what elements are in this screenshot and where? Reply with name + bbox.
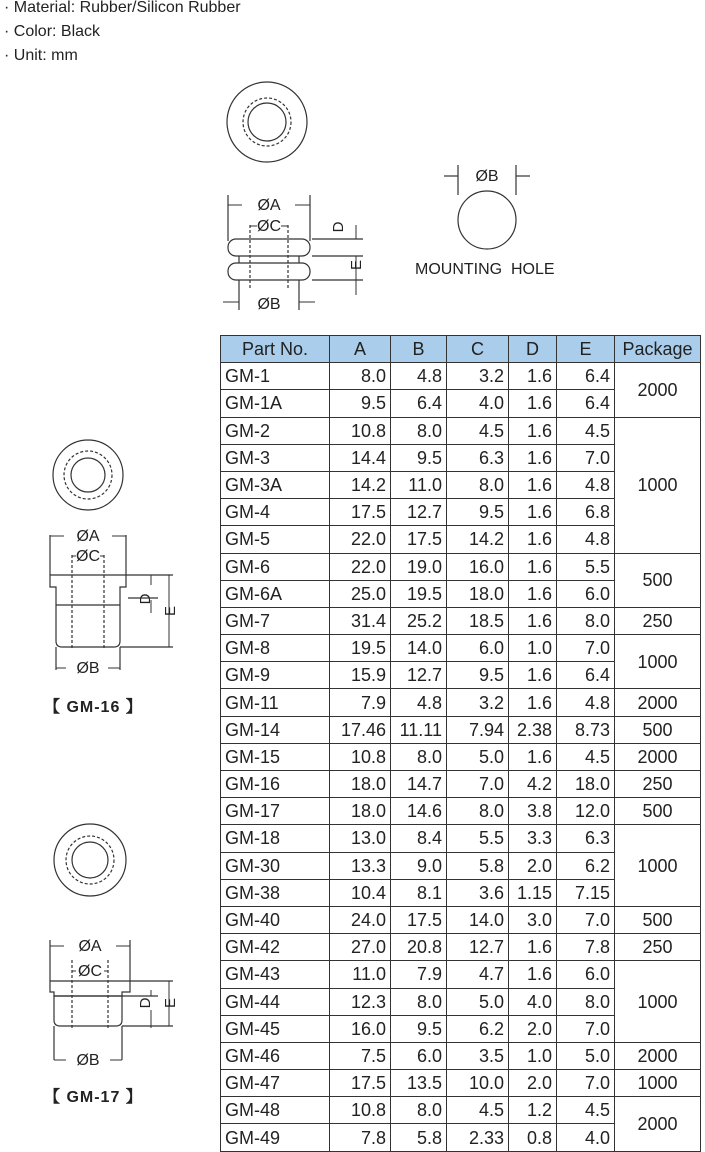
package-cell: 2000 bbox=[615, 1042, 701, 1069]
table-row bbox=[221, 1042, 701, 1069]
gm16-caption: 【 GM-16 】 bbox=[44, 699, 143, 716]
table-row bbox=[221, 1097, 701, 1124]
dimension-cell: 1.6 bbox=[509, 471, 557, 498]
dimension-cell: 7.0 bbox=[557, 1015, 615, 1042]
dimension-cell: 10.0 bbox=[447, 1070, 509, 1097]
part-number-cell: GM-47 bbox=[221, 1070, 330, 1097]
package-cell: 2000 bbox=[615, 363, 701, 417]
part-number-cell: GM-11 bbox=[221, 689, 330, 716]
header-e: E bbox=[557, 336, 615, 363]
header-d: D bbox=[509, 336, 557, 363]
dimension-cell: 18.0 bbox=[557, 771, 615, 798]
package-cell: 500 bbox=[615, 798, 701, 825]
package-cell: 500 bbox=[615, 553, 701, 607]
dimension-cell: 6.4 bbox=[557, 363, 615, 390]
part-number-cell: GM-14 bbox=[221, 716, 330, 743]
dimension-cell: 7.9 bbox=[391, 961, 447, 988]
dimension-cell: 11.0 bbox=[330, 961, 391, 988]
table-row bbox=[221, 689, 701, 716]
dimension-cell: 17.5 bbox=[391, 906, 447, 933]
package-cell: 250 bbox=[615, 607, 701, 634]
dimension-cell: 8.73 bbox=[557, 716, 615, 743]
package-cell: 500 bbox=[615, 906, 701, 933]
part-number-cell: GM-15 bbox=[221, 743, 330, 770]
dimension-cell: 14.2 bbox=[330, 471, 391, 498]
dimension-cell: 8.0 bbox=[391, 743, 447, 770]
dimension-cell: 7.0 bbox=[557, 906, 615, 933]
dimension-cell: 3.5 bbox=[447, 1042, 509, 1069]
dimension-cell: 3.0 bbox=[509, 906, 557, 933]
dimension-cell: 11.11 bbox=[391, 716, 447, 743]
package-cell: 250 bbox=[615, 934, 701, 961]
dimension-cell: 6.3 bbox=[447, 444, 509, 471]
part-number-cell: GM-3A bbox=[221, 471, 330, 498]
dimension-cell: 17.46 bbox=[330, 716, 391, 743]
dimension-cell: 1.6 bbox=[509, 363, 557, 390]
table-row bbox=[221, 798, 701, 825]
table-row bbox=[221, 607, 701, 634]
dimension-cell: 1.6 bbox=[509, 553, 557, 580]
dimension-cell: 4.5 bbox=[447, 417, 509, 444]
dimension-cell: 4.8 bbox=[391, 689, 447, 716]
dimension-cell: 1.6 bbox=[509, 934, 557, 961]
dimension-cell: 3.2 bbox=[447, 363, 509, 390]
dimension-cell: 10.8 bbox=[330, 417, 391, 444]
dimension-cell: 4.0 bbox=[447, 390, 509, 417]
dimension-cell: 4.0 bbox=[509, 988, 557, 1015]
main-dim-d-label: D bbox=[330, 221, 347, 233]
table-row bbox=[221, 1070, 701, 1097]
main-dim-b-label: ØB bbox=[257, 296, 281, 313]
main-dim-e-label: E bbox=[348, 259, 365, 271]
dimension-cell: 3.3 bbox=[509, 825, 557, 852]
dimension-cell: 18.5 bbox=[447, 607, 509, 634]
package-cell: 2000 bbox=[615, 1097, 701, 1151]
table-row bbox=[221, 417, 701, 444]
dimension-cell: 9.5 bbox=[447, 499, 509, 526]
dimension-cell: 6.4 bbox=[557, 390, 615, 417]
spec-list bbox=[4, 0, 241, 68]
dimension-cell: 7.9 bbox=[330, 689, 391, 716]
dimension-cell: 8.0 bbox=[391, 988, 447, 1015]
part-number-cell: GM-16 bbox=[221, 771, 330, 798]
dimension-cell: 2.0 bbox=[509, 1015, 557, 1042]
dimension-cell: 1.0 bbox=[509, 1042, 557, 1069]
header-part-no: Part No. bbox=[221, 336, 330, 363]
dimension-cell: 7.94 bbox=[447, 716, 509, 743]
dimension-cell: 8.0 bbox=[557, 988, 615, 1015]
dimension-cell: 4.2 bbox=[509, 771, 557, 798]
package-cell: 500 bbox=[615, 716, 701, 743]
package-cell: 2000 bbox=[615, 743, 701, 770]
dimension-cell: 9.5 bbox=[330, 390, 391, 417]
parts-table bbox=[220, 335, 701, 1152]
dimension-cell: 4.5 bbox=[447, 1097, 509, 1124]
dimension-cell: 8.0 bbox=[447, 798, 509, 825]
dimension-cell: 13.0 bbox=[330, 825, 391, 852]
dimension-cell: 14.0 bbox=[391, 635, 447, 662]
header-package: Package bbox=[615, 336, 701, 363]
package-cell: 1000 bbox=[615, 825, 701, 907]
gm16-dim-a-label: ØA bbox=[76, 528, 100, 545]
dimension-cell: 4.8 bbox=[557, 471, 615, 498]
part-number-cell: GM-4 bbox=[221, 499, 330, 526]
part-number-cell: GM-1 bbox=[221, 363, 330, 390]
dimension-cell: 12.7 bbox=[391, 499, 447, 526]
dimension-cell: 8.0 bbox=[557, 607, 615, 634]
part-number-cell: GM-7 bbox=[221, 607, 330, 634]
dimension-cell: 1.6 bbox=[509, 607, 557, 634]
dimension-cell: 5.0 bbox=[447, 988, 509, 1015]
dimension-cell: 5.0 bbox=[557, 1042, 615, 1069]
part-number-cell: GM-3 bbox=[221, 444, 330, 471]
dimension-cell: 1.0 bbox=[509, 635, 557, 662]
dimension-cell: 7.0 bbox=[447, 771, 509, 798]
main-dim-a-label: ØA bbox=[257, 197, 281, 214]
dimension-cell: 18.0 bbox=[447, 580, 509, 607]
mounting-hole-circle bbox=[458, 191, 516, 249]
dimension-cell: 4.5 bbox=[557, 417, 615, 444]
dimension-cell: 19.5 bbox=[330, 635, 391, 662]
dimension-cell: 7.8 bbox=[557, 934, 615, 961]
dimension-cell: 7.0 bbox=[557, 635, 615, 662]
dimension-cell: 8.4 bbox=[391, 825, 447, 852]
dimension-cell: 22.0 bbox=[330, 553, 391, 580]
dimension-cell: 2.33 bbox=[447, 1124, 509, 1151]
header-c: C bbox=[447, 336, 509, 363]
header-a: A bbox=[330, 336, 391, 363]
part-number-cell: GM-1A bbox=[221, 390, 330, 417]
spec-unit: · Unit: mm bbox=[4, 44, 241, 68]
part-number-cell: GM-18 bbox=[221, 825, 330, 852]
gm16-dim-e-label: E bbox=[162, 605, 179, 617]
dimension-cell: 10.4 bbox=[330, 879, 391, 906]
table-row bbox=[221, 825, 701, 852]
table-row bbox=[221, 906, 701, 933]
spec-color: · Color: Black bbox=[4, 20, 241, 44]
dimension-cell: 7.5 bbox=[330, 1042, 391, 1069]
part-number-cell: GM-5 bbox=[221, 526, 330, 553]
table-row bbox=[221, 743, 701, 770]
dimension-cell: 17.5 bbox=[391, 526, 447, 553]
dimension-cell: 20.8 bbox=[391, 934, 447, 961]
gm17-dim-c-label: ØC bbox=[78, 963, 102, 980]
main-grommet-drawing bbox=[215, 65, 365, 320]
dimension-cell: 5.8 bbox=[391, 1124, 447, 1151]
main-dimension-lines bbox=[223, 205, 356, 302]
dimension-cell: 4.8 bbox=[557, 526, 615, 553]
dimension-cell: 6.8 bbox=[557, 499, 615, 526]
dimension-cell: 1.15 bbox=[509, 879, 557, 906]
dimension-cell: 7.0 bbox=[557, 1070, 615, 1097]
gm17-drawing bbox=[38, 820, 183, 1075]
dimension-cell: 2.0 bbox=[509, 1070, 557, 1097]
package-cell: 1000 bbox=[615, 1070, 701, 1097]
dimension-cell: 1.6 bbox=[509, 499, 557, 526]
table-row bbox=[221, 363, 701, 390]
gm17-caption: 【 GM-17 】 bbox=[44, 1089, 143, 1106]
dimension-cell: 19.5 bbox=[391, 580, 447, 607]
dimension-cell: 4.7 bbox=[447, 961, 509, 988]
dimension-cell: 4.8 bbox=[557, 689, 615, 716]
grommet-side-view bbox=[228, 195, 363, 310]
dimension-cell: 5.5 bbox=[447, 825, 509, 852]
gm16-side-view bbox=[50, 535, 173, 670]
dimension-cell: 7.8 bbox=[330, 1124, 391, 1151]
dimension-cell: 12.3 bbox=[330, 988, 391, 1015]
part-number-cell: GM-49 bbox=[221, 1124, 330, 1151]
dimension-cell: 6.0 bbox=[557, 961, 615, 988]
dimension-cell: 4.5 bbox=[557, 743, 615, 770]
part-number-cell: GM-8 bbox=[221, 635, 330, 662]
gm16-dim-c-label: ØC bbox=[76, 548, 100, 565]
dimension-cell: 9.5 bbox=[447, 662, 509, 689]
part-number-cell: GM-44 bbox=[221, 988, 330, 1015]
dimension-cell: 6.2 bbox=[557, 852, 615, 879]
package-cell: 1000 bbox=[615, 961, 701, 1043]
dimension-cell: 24.0 bbox=[330, 906, 391, 933]
dimension-cell: 1.6 bbox=[509, 417, 557, 444]
dimension-cell: 14.7 bbox=[391, 771, 447, 798]
table-row bbox=[221, 635, 701, 662]
part-number-cell: GM-30 bbox=[221, 852, 330, 879]
dimension-cell: 6.0 bbox=[391, 1042, 447, 1069]
mounting-hole-dim-label: ØB bbox=[475, 168, 499, 185]
package-cell: 1000 bbox=[615, 635, 701, 689]
dimension-cell: 14.0 bbox=[447, 906, 509, 933]
main-dim-c-label: ØC bbox=[257, 218, 281, 235]
dimension-cell: 14.4 bbox=[330, 444, 391, 471]
table-row bbox=[221, 716, 701, 743]
gm17-dim-d-label: D bbox=[137, 997, 154, 1009]
part-number-cell: GM-9 bbox=[221, 662, 330, 689]
part-number-cell: GM-40 bbox=[221, 906, 330, 933]
dimension-cell: 15.9 bbox=[330, 662, 391, 689]
dimension-cell: 8.0 bbox=[447, 471, 509, 498]
part-number-cell: GM-42 bbox=[221, 934, 330, 961]
dimension-cell: 11.0 bbox=[391, 471, 447, 498]
table-row bbox=[221, 934, 701, 961]
package-cell: 1000 bbox=[615, 417, 701, 553]
mounting-hole-drawing bbox=[410, 160, 580, 285]
dimension-cell: 6.4 bbox=[391, 390, 447, 417]
dimension-cell: 10.8 bbox=[330, 1097, 391, 1124]
dimension-cell: 12.7 bbox=[447, 934, 509, 961]
dimension-cell: 6.0 bbox=[557, 580, 615, 607]
dimension-cell: 8.1 bbox=[391, 879, 447, 906]
dimension-cell: 1.6 bbox=[509, 444, 557, 471]
dimension-cell: 16.0 bbox=[330, 1015, 391, 1042]
gm16-dim-d-label: D bbox=[137, 593, 154, 605]
part-number-cell: GM-45 bbox=[221, 1015, 330, 1042]
dimension-cell: 22.0 bbox=[330, 526, 391, 553]
header-b: B bbox=[391, 336, 447, 363]
part-number-cell: GM-6 bbox=[221, 553, 330, 580]
dimension-cell: 9.0 bbox=[391, 852, 447, 879]
dimension-cell: 8.0 bbox=[330, 363, 391, 390]
gm16-top-view bbox=[53, 440, 123, 510]
table-row bbox=[221, 553, 701, 580]
part-number-cell: GM-48 bbox=[221, 1097, 330, 1124]
grommet-top-view bbox=[227, 82, 307, 162]
gm17-dim-e-label: E bbox=[162, 997, 179, 1009]
table-header-row bbox=[221, 336, 701, 363]
dimension-cell: 5.8 bbox=[447, 852, 509, 879]
dimension-cell: 25.2 bbox=[391, 607, 447, 634]
gm17-top-view bbox=[54, 824, 126, 896]
package-cell: 2000 bbox=[615, 689, 701, 716]
dimension-cell: 9.5 bbox=[391, 1015, 447, 1042]
dimension-cell: 4.0 bbox=[557, 1124, 615, 1151]
dimension-cell: 31.4 bbox=[330, 607, 391, 634]
dimension-cell: 17.5 bbox=[330, 1070, 391, 1097]
dimension-cell: 6.3 bbox=[557, 825, 615, 852]
dimension-cell: 1.6 bbox=[509, 743, 557, 770]
dimension-cell: 1.6 bbox=[509, 689, 557, 716]
dimension-cell: 1.6 bbox=[509, 961, 557, 988]
dimension-cell: 12.0 bbox=[557, 798, 615, 825]
part-number-cell: GM-46 bbox=[221, 1042, 330, 1069]
dimension-cell: 14.2 bbox=[447, 526, 509, 553]
dimension-cell: 3.6 bbox=[447, 879, 509, 906]
part-number-cell: GM-38 bbox=[221, 879, 330, 906]
dimension-cell: 6.4 bbox=[557, 662, 615, 689]
dimension-cell: 3.8 bbox=[509, 798, 557, 825]
dimension-cell: 8.0 bbox=[391, 1097, 447, 1124]
dimension-cell: 8.0 bbox=[391, 417, 447, 444]
dimension-cell: 17.5 bbox=[330, 499, 391, 526]
mounting-hole-label: MOUNTING HOLE bbox=[415, 261, 555, 278]
dimension-cell: 9.5 bbox=[391, 444, 447, 471]
dimension-cell: 5.0 bbox=[447, 743, 509, 770]
dimension-cell: 6.2 bbox=[447, 1015, 509, 1042]
table-row bbox=[221, 961, 701, 988]
dimension-cell: 19.0 bbox=[391, 553, 447, 580]
dimension-cell: 18.0 bbox=[330, 771, 391, 798]
package-cell: 250 bbox=[615, 771, 701, 798]
dimension-cell: 0.8 bbox=[509, 1124, 557, 1151]
dimension-cell: 18.0 bbox=[330, 798, 391, 825]
spec-material: · Material: Rubber/Silicon Rubber bbox=[4, 0, 241, 20]
dimension-cell: 25.0 bbox=[330, 580, 391, 607]
gm17-side-view bbox=[50, 940, 173, 1060]
part-number-cell: GM-6A bbox=[221, 580, 330, 607]
dimension-cell: 16.0 bbox=[447, 553, 509, 580]
dimension-cell: 6.0 bbox=[447, 635, 509, 662]
dimension-cell: 5.5 bbox=[557, 553, 615, 580]
dimension-cell: 1.6 bbox=[509, 662, 557, 689]
part-number-cell: GM-2 bbox=[221, 417, 330, 444]
gm17-dim-a-label: ØA bbox=[78, 938, 102, 955]
dimension-cell: 1.6 bbox=[509, 526, 557, 553]
dimension-cell: 1.6 bbox=[509, 580, 557, 607]
part-number-cell: GM-17 bbox=[221, 798, 330, 825]
dimension-cell: 14.6 bbox=[391, 798, 447, 825]
dimension-cell: 2.38 bbox=[509, 716, 557, 743]
dimension-cell: 1.2 bbox=[509, 1097, 557, 1124]
part-number-cell: GM-43 bbox=[221, 961, 330, 988]
dimension-cell: 12.7 bbox=[391, 662, 447, 689]
table-row bbox=[221, 771, 701, 798]
dimension-cell: 2.0 bbox=[509, 852, 557, 879]
dimension-cell: 27.0 bbox=[330, 934, 391, 961]
gm16-drawing bbox=[38, 435, 183, 685]
dimension-cell: 13.5 bbox=[391, 1070, 447, 1097]
dimension-cell: 10.8 bbox=[330, 743, 391, 770]
dimension-cell: 7.0 bbox=[557, 444, 615, 471]
dimension-cell: 7.15 bbox=[557, 879, 615, 906]
dimension-cell: 4.5 bbox=[557, 1097, 615, 1124]
table-body bbox=[221, 363, 701, 1151]
dimension-cell: 1.6 bbox=[509, 390, 557, 417]
gm16-dim-b-label: ØB bbox=[76, 660, 100, 677]
dimension-cell: 3.2 bbox=[447, 689, 509, 716]
dimension-cell: 4.8 bbox=[391, 363, 447, 390]
gm17-dim-b-label: ØB bbox=[76, 1052, 100, 1069]
dimension-cell: 13.3 bbox=[330, 852, 391, 879]
